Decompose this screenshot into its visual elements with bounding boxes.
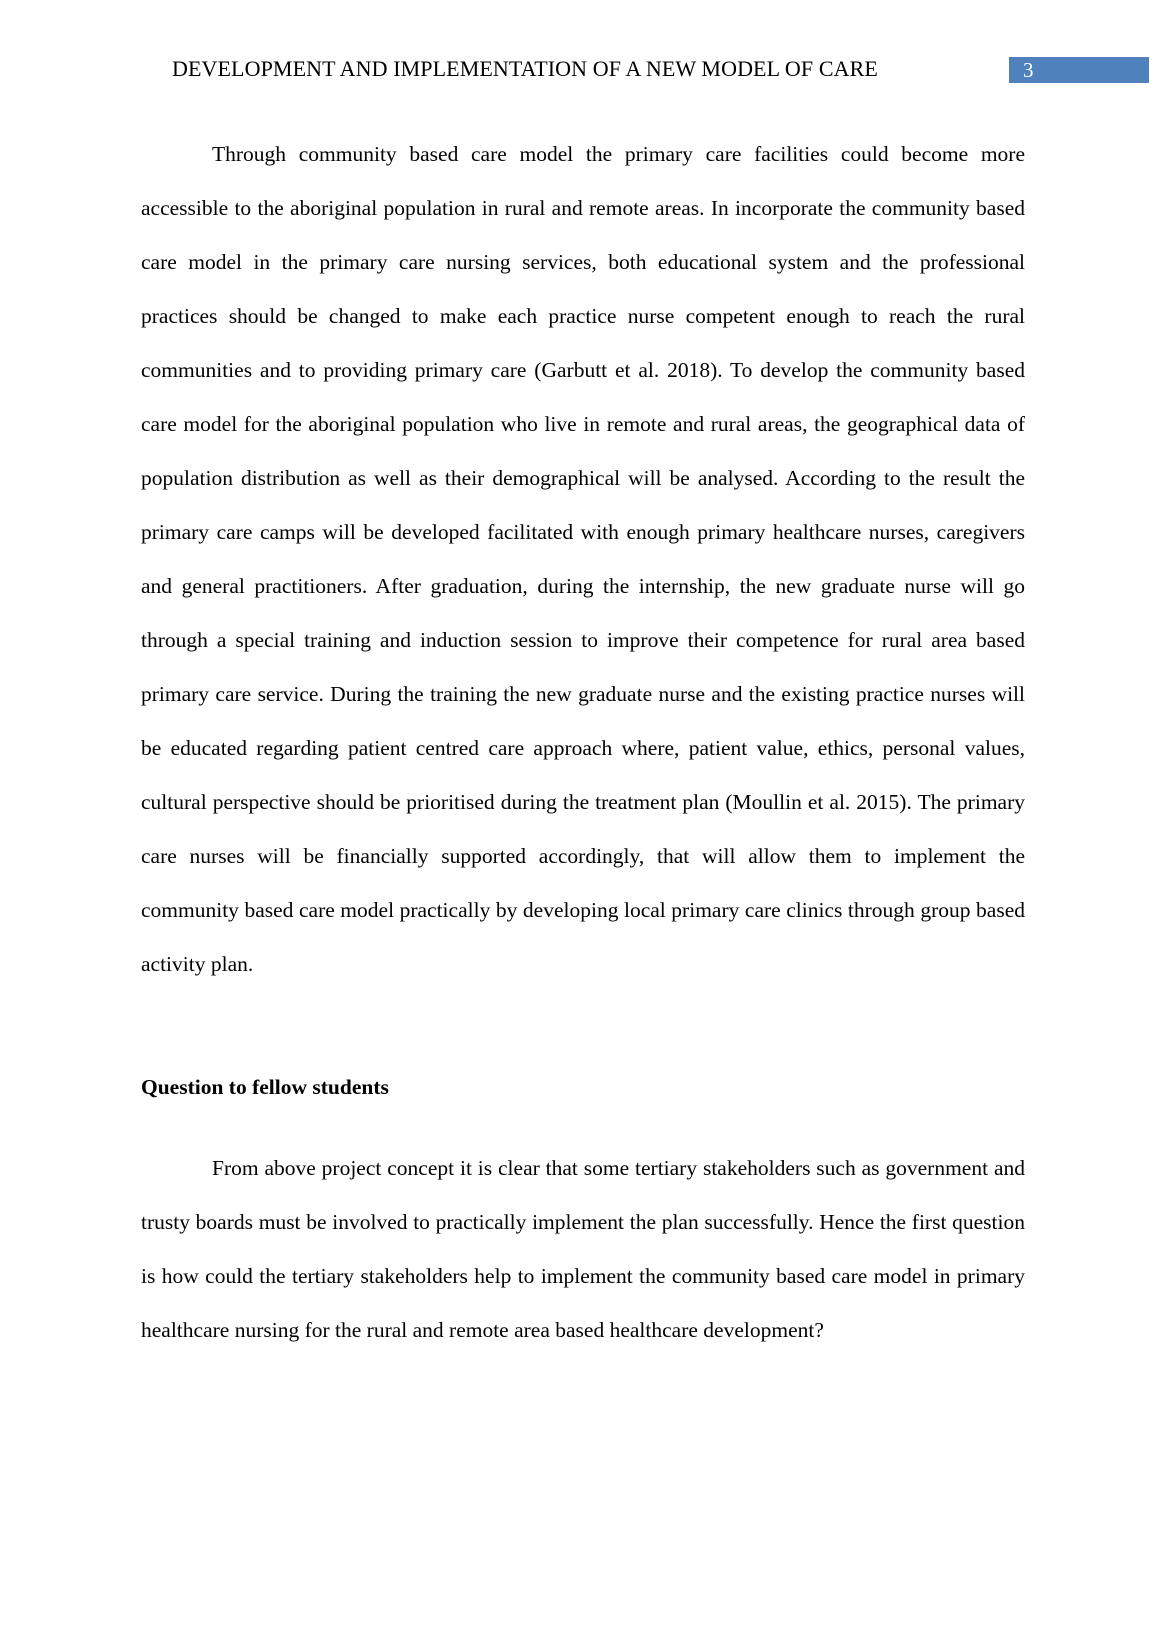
running-head: DEVELOPMENT AND IMPLEMENTATION OF A NEW MODEL OF CARE bbox=[172, 56, 878, 81]
body-paragraph-2: From above project concept it is clear that some tertiary stakeholders such as government and trusty boards must be involved to practically implement the plan successfully. Hence the first question is how could the tertiary stakeholders help to implement the community based care model in primary healthcare nursing for the rural and remote area based healthcare development? bbox=[141, 1156, 1025, 1342]
body-paragraph-1: Through community based care model the primary care facilities could become more accessible to the aboriginal population in rural and remote areas. In incorporate the community based care model in the primary care nursing services, both educational system and the professional practices should be changed to make each practice nurse competent enough to reach the rural communities and to providing primary care (Garbutt et al. 2018). To develop the community based care model for the aboriginal population who live in remote and rural areas, the geographical data of population distribution as well as their demographical will be analysed. According to the result the primary care camps will be developed facilitated with enough primary healthcare nurses, caregivers and general practitioners. After graduation, during the internship, the new graduate nurse will go through a special training and induction session to improve their competence for rural area based primary care service. During the training the new graduate nurse and the existing practice nurses will be educated regarding patient centred care approach where, patient value, ethics, personal values, cultural perspective should be prioritised during the treatment plan (Moullin et al. 2015). The primary care nurses will be financially supported accordingly, that will allow them to implement the community based care model practically by developing local primary care clinics through group based activity plan. bbox=[141, 142, 1025, 976]
section-heading: Question to fellow students bbox=[141, 1075, 389, 1099]
page-number: 3 bbox=[1009, 57, 1149, 83]
